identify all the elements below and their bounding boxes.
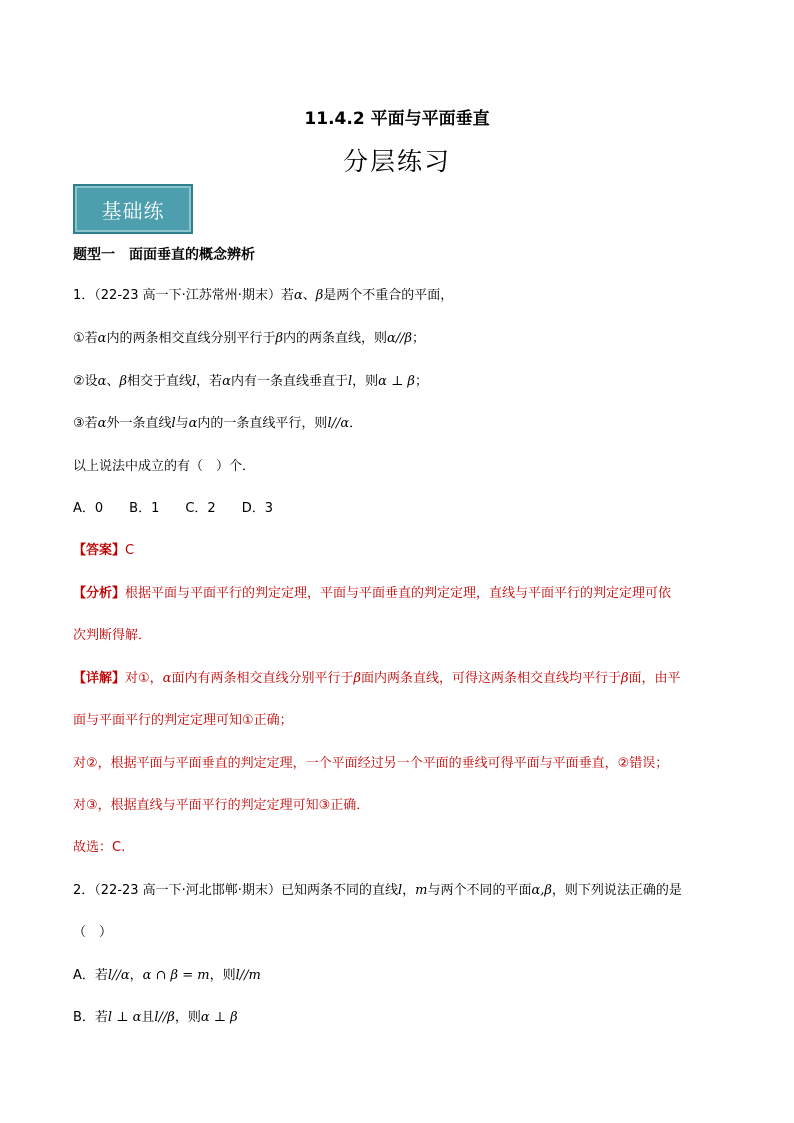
q1-detail-line-3: 对②，根据平面与平面垂直的判定定理，一个平面经过另一个平面的垂线可得平面与平面垂直，②错误； [73,756,669,771]
analysis-label: 【分析】 [73,586,126,601]
document-title: 11.4.2 平面与平面垂直 [304,109,490,129]
type-heading: 题型一 面面垂直的概念辨析 [73,247,255,263]
answer-label: 【答案】 [73,543,126,558]
q1-analysis-line-2: 次判断得解． [73,628,152,643]
q2-stem-paren: （ ） [73,925,113,940]
q1-detail-line-4: 对③，根据直线与平面平行的判定定理可知③正确． [73,798,370,813]
q1-options: A．0 B．1 C．2 D．3 [73,501,273,516]
q1-analysis: 【分析】根据平面与平面平行的判定定理，平面与平面垂直的判定定理，直线与平面平行的判定定理可依 [73,586,672,601]
detail-label: 【详解】 [73,671,126,686]
document-subtitle: 分层练习 [342,147,451,176]
q2-option-a: A．若l//α，α ∩ β = m，则l//m [73,968,261,983]
section-badge: 基础练 [73,184,193,234]
q1-answer [73,541,134,561]
q1-detail: 【详解】对①，α面内有两条相交直线分别平行于β面内两条直线，可得这两条相交直线均平行于β面，由平 [73,671,681,686]
answer-value: C [125,543,135,558]
q1-statement-2: ②设α、β相交于直线l，若α内有一条直线垂直于l，则α ⊥ β； [73,374,428,389]
q1-question: 以上说法中成立的有（ ）个． [73,459,256,474]
q1-statement-3: ③若α外一条直线l与α内的一条直线平行，则l//α． [73,416,363,431]
q1-statement-1: ①若α内的两条相交直线分别平行于β内的两条直线，则α//β； [73,331,426,346]
q1-stem: 1．（22-23 高一下·江苏常州·期末）若α、β是两个不重合的平面， [73,288,454,303]
q1-detail-line-2: 面与平面平行的判定定理可知①正确； [73,713,293,728]
q1-choose: 故选：C. [73,840,126,855]
q2-option-b: B．若l ⊥ α且l//β，则α ⊥ β [73,1010,238,1025]
q2-stem: 2．（22-23 高一下·河北邯郸·期末）已知两条不同的直线l，m与两个不同的平面α,β，则下列说法正确的是 [73,883,682,898]
